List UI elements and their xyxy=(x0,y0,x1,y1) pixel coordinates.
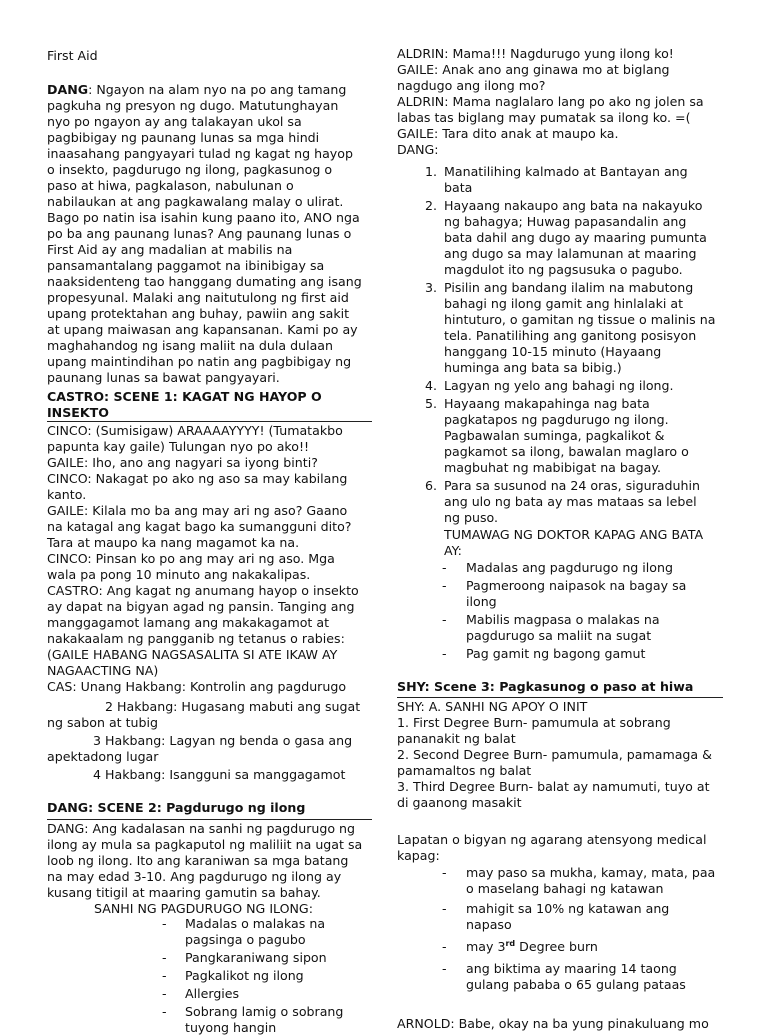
paragraph-line: di gaanong masakit xyxy=(397,795,522,810)
dash-bullet: - xyxy=(162,916,167,931)
intro-line: at upang maiwasan ang kapansanan. Kami po ay xyxy=(47,322,358,337)
scene1-dialogue xyxy=(47,423,359,695)
intro-line: propesyunal. Malaki ang naitutulong ng first aid xyxy=(47,290,349,305)
numbered-step: 3. Pisilin ang bandang ilalim na mabutong bahagi ng ilong gamit ang hinlalaki at hintuturo, o gamitan ng tissue o malinis na tela. Panatilihing ang ganitong posisyon hanggang 10-15 minuto (Hayaang huminga ang bata sa bibig.) xyxy=(424,280,716,375)
step-line: apektadong lugar xyxy=(47,749,159,764)
doctor-list xyxy=(442,560,727,662)
intro-line: paunang lunas sa bawat pangyayari. xyxy=(47,370,280,385)
list-item: - Pagmeroong naipasok na bagay sa ilong xyxy=(442,578,687,609)
document-title: First Aid xyxy=(47,48,98,63)
intro-line: pagkuha ng presyon ng dugo. Matutunghayan xyxy=(47,98,339,113)
dialogue-line: CASTRO: Ang kagat ng anumang hayop o insekto xyxy=(47,583,359,598)
dash-bullet: - xyxy=(162,1004,167,1019)
numbered-step: 5. Hayaang makapahinga nag bata pagkatapos ng pagdurugo ng ilong. Pagbawalan suminga, pagkalikot & pagkamot sa ilong, bawalan maglaro o magbuhat ng mabibigat na bagay. xyxy=(424,396,689,475)
list-item: - mahigit sa 10% ng katawan ang napaso xyxy=(442,901,670,932)
dialogue-line: Tara at maupo ka nang magamot ka na. xyxy=(47,535,300,550)
dash-bullet: - xyxy=(442,646,447,661)
dash-bullet: - xyxy=(162,986,167,1001)
medical-list xyxy=(442,865,727,993)
list-item: - Mabilis magpasa o malakas na pagdurugo sa maliit na sugat xyxy=(442,612,660,643)
nosebleed-steps xyxy=(397,164,727,526)
dialogue-line: wala pa pong 10 minuto ang nakakalipas. xyxy=(47,567,311,582)
intro-line: pansamantalang paggamot na ibinibigay sa xyxy=(47,258,325,273)
dialogue-line: manggagamot lamang ang makakagamot at xyxy=(47,615,330,630)
numbered-step: 2. Hayaang nakaupo ang bata na nakayuko ng bahagya; Huwag papasandalin ang bata dahil ang dugo ay maaring pumunta ang dugo sa may lalamunan at maaring magdulot ito ng pagsusuka o pagubo. xyxy=(424,198,707,277)
dialogue-line: GAILE: Kilala mo ba ang may ari ng aso? Gaano xyxy=(47,503,348,518)
dash-bullet: - xyxy=(442,865,447,880)
paragraph-line: 1. First Degree Burn- pamumula at sobrang xyxy=(397,715,671,730)
scene3-heading: SHY: Scene 3: Pagkasunog o paso at hiwa xyxy=(397,679,694,694)
scene2-paragraph xyxy=(47,821,362,917)
list-item: - may 3rd Degree burn xyxy=(442,938,598,954)
numbered-step: 4. Lagyan ng yelo ang bahagi ng ilong. xyxy=(424,378,674,393)
dash-bullet: - xyxy=(442,612,447,627)
intro-paragraph xyxy=(47,82,362,386)
intro-line: upang maintindihan po natin ang pagbibigay ng xyxy=(47,354,352,369)
paragraph-line: loob ng ilong. Ito ang karaniwan sa mga batang xyxy=(47,853,349,868)
intro-line: pagbibigay ng paunang lunas sa mga hindi xyxy=(47,130,320,145)
superscript: rd xyxy=(505,938,516,948)
numbered-step: 6. Para sa susunod na 24 oras, siguraduhin ang ulo ng bata ay mas mataas sa lebel ng puso. xyxy=(424,478,700,525)
intro-line: inaasahang pangyayari tulad ng kagat ng hayop xyxy=(47,146,353,161)
dialogue-line: CINCO: Pinsan ko po ang may ari ng aso. Mga xyxy=(47,551,335,566)
scene3-divider xyxy=(397,697,723,698)
step-line: ng sabon at tubig xyxy=(47,715,159,730)
paragraph-line: 2. Second Degree Burn- pamumula, pamamaga & xyxy=(397,747,712,762)
dash-bullet: - xyxy=(442,939,447,954)
intro-line: paso at hiwa, pagkalason, nabulunan o xyxy=(47,178,294,193)
dialogue-line: ALDRIN: Mama!!! Nagdurugo yung ilong ko! xyxy=(397,46,674,61)
dash-bullet: - xyxy=(162,968,167,983)
numbered-step: 1. Manatilihing kalmado at Bantayan ang bata xyxy=(424,164,688,195)
list-item: - may paso sa mukha, kamay, mata, paa o maselang bahagi ng katawan xyxy=(442,865,716,896)
intro-line: nabilaukan at ang pagkawalang malay o ulirat. xyxy=(47,194,344,209)
dialogue-line: CINCO: Nakagat po ako ng aso sa may kabilang xyxy=(47,471,348,486)
dialogue-line: GAILE: Iho, ano ang nagyari sa iyong binti? xyxy=(47,455,318,470)
causes-title: SANHI NG PAGDURUGO NG ILONG: xyxy=(94,901,313,916)
dialogue-line: CINCO: (Sumisigaw) ARAAAAYYYY! (Tumatakbo xyxy=(47,423,343,438)
dialogue-line: DANG: xyxy=(397,142,439,157)
dash-bullet: - xyxy=(162,950,167,965)
dash-bullet: - xyxy=(442,961,447,976)
scene1-steps xyxy=(47,699,360,783)
dialogue-line: nakakaalam ng pangganib ng tetanus o rabies: xyxy=(47,631,345,646)
dialogue-line: GAILE: Anak ano ang ginawa mo at biglang xyxy=(397,62,670,77)
dialogue-line: CAS: Unang Hakbang: Kontrolin ang pagdurugo xyxy=(47,679,347,694)
list-item: - Pag gamit ng bagong gamut xyxy=(442,646,646,661)
dialogue-line: nagdugo ang ilong mo? xyxy=(397,78,546,93)
list-item: - Sobrang lamig o sobrang tuyong hangin xyxy=(162,1004,344,1035)
medical-attention-title: Lapatan o bigyan ng agarang atensyong medical kapag: xyxy=(397,832,707,863)
dialogue-line: (GAILE HABANG NAGSASALITA SI ATE IKAW AY xyxy=(47,647,338,662)
intro-line: po ba ang paunang lunas? Ang paunang lunas o xyxy=(47,226,352,241)
step-line: 2 Hakbang: Hugasang mabuti ang sugat xyxy=(105,699,361,714)
dialogue-line: papunta kay gaile) Tulungan nyo po ako!! xyxy=(47,439,310,454)
paragraph-line: SHY: A. SANHI NG APOY O INIT xyxy=(397,699,588,714)
dialogue-line: ARNOLD: Babe, okay na ba yung pinakuluang mo xyxy=(397,1016,709,1031)
scene2-dialogue xyxy=(397,46,704,158)
list-item: - Madalas o malakas na pagsinga o pagubo xyxy=(162,916,326,947)
dialogue-line: labas tas biglang may pumatak sa ilong ko. =( xyxy=(397,110,691,125)
dash-bullet: - xyxy=(442,578,447,593)
list-item: - Pangkaraniwang sipon xyxy=(162,950,327,965)
scene3-paragraph xyxy=(397,699,712,811)
intro-line: Bago po natin isa isahin kung paano ito, ANO nga xyxy=(47,210,360,225)
scene1-divider xyxy=(47,421,372,422)
paragraph-line: pananakit ng balat xyxy=(397,731,516,746)
paragraph-line: 3. Third Degree Burn- balat ay namumuti, tuyo at xyxy=(397,779,710,794)
dash-bullet: - xyxy=(442,901,447,916)
intro-line: upang protektahan ang buhay, pawiin ang sakit xyxy=(47,306,350,321)
list-item: - ang biktima ay maaring 14 taong gulang pababa o 65 gulang pataas xyxy=(442,961,686,992)
paragraph-line: DANG: Ang kadalasan na sanhi ng pagdurugo ng xyxy=(47,821,356,836)
intro-line: nyo po ngayon ay ang talakayan ukol sa xyxy=(47,114,302,129)
scene1-heading: CASTRO: SCENE 1: KAGAT NG HAYOP O INSEKTO xyxy=(47,389,322,420)
intro-line: : Ngayon na alam nyo na po ang tamang xyxy=(88,82,347,97)
step-line: 3 Hakbang: Lagyan ng benda o gasa ang xyxy=(93,733,353,748)
scene2-heading: DANG: SCENE 2: Pagdurugo ng ilong xyxy=(47,800,306,815)
dialogue-line: ALDRIN: Mama naglalaro lang po ako ng jolen sa xyxy=(397,94,704,109)
step-line: 4 Hakbang: Isangguni sa manggagamot xyxy=(93,767,346,782)
intro-line: maghahandog ng isang maliit na dula dulaan xyxy=(47,338,334,353)
dialogue-line: GAILE: Tara dito anak at maupo ka. xyxy=(397,126,619,141)
intro-line: naaksidenteng tao hanggang dumating ang isang xyxy=(47,274,362,289)
intro-line: First Aid ay ang madalian at mabilis na xyxy=(47,242,293,257)
doctor-title: TUMAWAG NG DOKTOR KAPAG ANG BATA AY: xyxy=(444,527,704,558)
dash-bullet: - xyxy=(442,560,447,575)
dialogue-line: na katagal ang kagat bago ka sumangguni dito? xyxy=(47,519,352,534)
dialogue-line: NAGAACTING NA) xyxy=(47,663,159,678)
list-item: - Pagkalikot ng ilong xyxy=(162,968,304,983)
paragraph-line: na may edad 3-10. Ang pagdurugo ng ilong ay xyxy=(47,869,342,884)
dialogue-line: kanto. xyxy=(47,487,87,502)
list-item: - Allergies xyxy=(162,986,240,1001)
list-item: - Madalas ang pagdurugo ng ilong xyxy=(442,560,673,575)
causes-list xyxy=(162,916,372,1036)
intro-line: o insekto, pagdurugo ng ilong, pagkasunog o xyxy=(47,162,333,177)
paragraph-line: pamamaltos ng balat xyxy=(397,763,532,778)
intro-speaker: DANG xyxy=(47,82,89,97)
paragraph-line: kusang titigil at maaring gamutin sa bahay. xyxy=(47,885,321,900)
paragraph-line: ilong ay mula sa pagkaputol ng maliliit na ugat sa xyxy=(47,837,363,852)
scene2-divider xyxy=(47,819,372,820)
dialogue-line: ay dapat na bigyan agad ng pansin. Tanging ang xyxy=(47,599,355,614)
